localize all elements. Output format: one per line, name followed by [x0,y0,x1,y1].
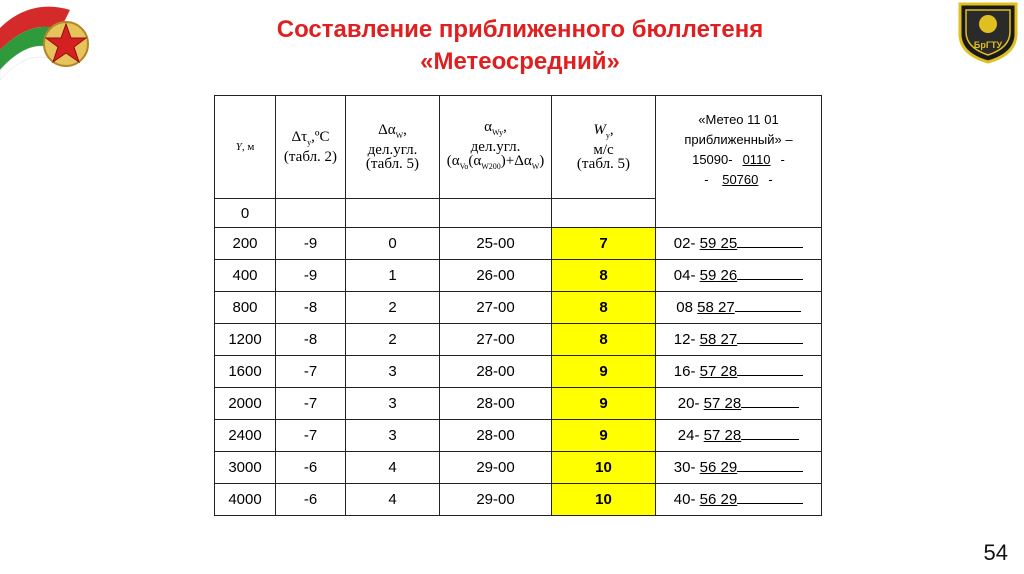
title-line-2: «Метеосредний» [420,48,620,75]
header-height: Y, м [215,96,276,199]
cell-empty [552,199,656,228]
table-row [215,420,822,452]
meteo-bulletin-table [214,95,822,516]
cell-meteo-group [656,452,822,484]
cell-height: 3000 [215,452,276,484]
meteo-group-blank [737,459,803,472]
meteo-group-prefix: 20- [677,395,704,412]
meteo-group-speed: 26 [720,267,738,284]
cell-height: 1200 [215,324,276,356]
cell-wind-direction: 27-00 [440,292,552,324]
cell-temp-deviation: -6 [276,452,346,484]
meteo-group-prefix: 08 [676,299,698,316]
table-row [215,356,822,388]
meteo-line-4: - 50760 - [704,172,773,187]
cell-height: 800 [215,292,276,324]
cell-wind-direction: 29-00 [440,484,552,516]
meteo-group-blank [737,363,803,376]
cell-temp-deviation: -8 [276,324,346,356]
table-row [215,452,822,484]
meteo-group-speed: 28 [724,427,742,444]
cell-meteo-group [656,260,822,292]
cell-direction-correction: 3 [346,420,440,452]
cell-wind-direction: 28-00 [440,420,552,452]
meteo-group-direction: 58 [697,299,714,316]
cell-temp-deviation: -9 [276,260,346,292]
cell-wind-speed: 9 [552,420,656,452]
cell-meteo-group [656,356,822,388]
meteo-group-direction: 58 [699,331,717,348]
cell-direction-correction: 1 [346,260,440,292]
meteo-group-direction: 59 [699,235,717,252]
header-wind-speed: $W_y$, м/с (табл. 5) [552,96,656,199]
cell-wind-direction: 26-00 [440,260,552,292]
cell-direction-correction: 3 [346,388,440,420]
meteo-line-2: приближенный» – [684,132,793,147]
cell-height: 1600 [215,356,276,388]
cell-wind-speed: 8 [552,292,656,324]
cell-temp-deviation: -7 [276,420,346,452]
meteo-group-blank [737,267,803,280]
cell-wind-speed: 9 [552,388,656,420]
cell-meteo-group [656,420,822,452]
cell-empty [346,199,440,228]
meteo-group-direction: 56 [699,459,717,476]
table-row [215,484,822,516]
cell-height: 400 [215,260,276,292]
flag-star-emblem [0,0,100,80]
cell-wind-speed: 7 [552,228,656,260]
cell-temp-deviation: -7 [276,356,346,388]
cell-meteo-group [656,484,822,516]
meteo-group-direction: 56 [699,491,717,508]
meteo-group-speed: 28 [720,363,738,380]
page-number: 54 [983,540,1008,565]
meteo-group-blank [737,331,803,344]
cell-temp-deviation: -8 [276,292,346,324]
meteo-group-blank [735,299,801,312]
cell-wind-direction: 28-00 [440,356,552,388]
meteo-group-blank [737,491,803,504]
cell-meteo-group [656,292,822,324]
cell-empty [440,199,552,228]
meteo-group-blank [741,395,799,408]
table-row [215,388,822,420]
meteo-group-prefix: 12- [673,331,700,348]
cell-wind-speed: 8 [552,324,656,356]
cell-direction-correction: 3 [346,356,440,388]
cell-meteo-group [656,228,822,260]
meteo-group-blank [737,235,803,248]
cell-direction-correction: 2 [346,292,440,324]
cell-wind-speed: 10 [552,484,656,516]
cell-direction-correction: 2 [346,324,440,356]
meteo-group-direction: 57 [703,427,721,444]
cell-empty [276,199,346,228]
meteo-line-3: 15090- 0110 - [692,152,785,167]
cell-wind-direction: 27-00 [440,324,552,356]
meteo-group-blank [741,427,799,440]
cell-temp-deviation: -6 [276,484,346,516]
cell-temp-deviation: -9 [276,228,346,260]
cell-meteo-group [656,388,822,420]
cell-direction-correction: 4 [346,484,440,516]
header-temp-deviation: $\Delta\tau_y,ºС$ (табл. 2) [276,96,346,199]
table-row [215,324,822,356]
cell-wind-speed: 9 [552,356,656,388]
cell-height: 2400 [215,420,276,452]
meteo-line-1: «Метео 11 01 [698,112,779,127]
title-line-1: Составление приближенного бюллетеня [276,16,764,43]
cell-wind-direction: 29-00 [440,452,552,484]
cell-height: 0 [215,199,276,228]
header-wind-direction-correction: $\Delta\alpha_W$, дел.угл. (табл. 5) [346,96,440,199]
university-shield-emblem [952,0,1024,64]
cell-direction-correction: 4 [346,452,440,484]
table-row [215,292,822,324]
cell-height: 4000 [215,484,276,516]
cell-temp-deviation: -7 [276,388,346,420]
meteo-group-direction: 59 [699,267,717,284]
cell-wind-direction: 25-00 [440,228,552,260]
meteo-group-direction: 57 [703,395,721,412]
cell-wind-direction: 28-00 [440,388,552,420]
meteo-group-speed: 27 [718,299,735,316]
meteo-group-speed: 29 [720,491,738,508]
cell-height: 200 [215,228,276,260]
header-meteo-bulletin [656,96,822,228]
cell-wind-speed: 8 [552,260,656,292]
table-header-row [215,96,822,199]
cell-wind-speed: 10 [552,452,656,484]
meteo-group-speed: 28 [724,395,742,412]
meteo-group-prefix: 04- [673,267,700,284]
university-abbrev: БрГТУ [973,40,1003,50]
table-row [215,260,822,292]
meteo-group-direction: 57 [699,363,717,380]
meteo-group-prefix: 40- [673,491,700,508]
meteo-group-prefix: 02- [673,235,700,252]
meteo-group-prefix: 16- [673,363,700,380]
meteo-group-prefix: 24- [677,427,704,444]
meteo-group-prefix: 30- [673,459,700,476]
cell-direction-correction: 0 [346,228,440,260]
meteo-group-speed: 25 [720,235,738,252]
cell-height: 2000 [215,388,276,420]
cell-meteo-group [656,324,822,356]
slide-title [150,14,890,78]
meteo-group-speed: 29 [720,459,738,476]
header-wind-direction: $\alpha_{Wy}$, дел.угл. $(\alpha_{Vo}(\alpha_{W200})+\Delta\alpha_W)$ [440,96,552,199]
table-row [215,228,822,260]
meteo-group-speed: 27 [720,331,738,348]
